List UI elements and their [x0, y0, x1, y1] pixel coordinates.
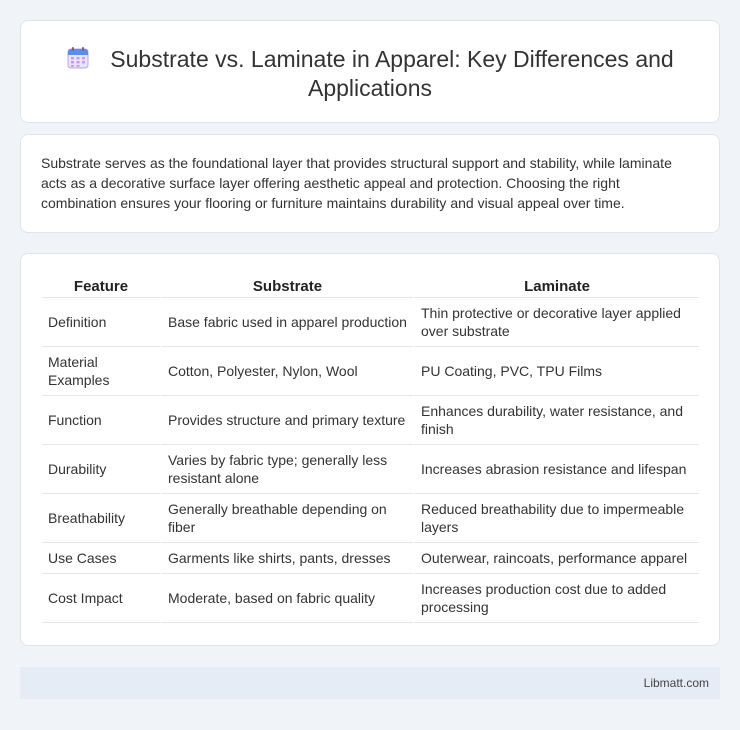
- substrate-cell: Base fabric used in apparel production: [160, 298, 413, 347]
- laminate-cell: Increases production cost due to added processing: [413, 574, 699, 623]
- laminate-cell: Reduced breathability due to impermeable layers: [413, 494, 699, 543]
- feature-cell: Use Cases: [42, 543, 160, 574]
- feature-cell: Material Examples: [42, 347, 160, 396]
- table-row: [42, 574, 699, 623]
- page-title: Substrate vs. Laminate in Apparel: Key Differences and Applications: [110, 46, 674, 101]
- feature-cell: Durability: [42, 445, 160, 494]
- substrate-cell: Generally breathable depending on fiber: [160, 494, 413, 543]
- feature-cell: Definition: [42, 298, 160, 347]
- table-row: [42, 494, 699, 543]
- header-substrate: Substrate: [160, 275, 413, 298]
- header-feature: Feature: [42, 275, 160, 298]
- substrate-cell: Moderate, based on fabric quality: [160, 574, 413, 623]
- title-card: [20, 20, 720, 123]
- table-row: [42, 396, 699, 445]
- feature-cell: Breathability: [42, 494, 160, 543]
- comparison-table: [42, 275, 699, 623]
- feature-cell: Cost Impact: [42, 574, 160, 623]
- header-laminate: Laminate: [413, 275, 699, 298]
- table-header-row: [42, 275, 699, 298]
- intro-card: [20, 134, 720, 233]
- substrate-cell: Cotton, Polyester, Nylon, Wool: [160, 347, 413, 396]
- calendar-icon: [66, 46, 90, 70]
- page-title-wrap: [21, 45, 719, 103]
- substrate-cell: Provides structure and primary texture: [160, 396, 413, 445]
- comparison-table-card: [20, 253, 720, 646]
- substrate-cell: Varies by fabric type; generally less resistant alone: [160, 445, 413, 494]
- intro-paragraph: Substrate serves as the foundational layer that provides structural support and stability, while laminate acts as a decorative surface layer offering aesthetic appeal and protection. Choosing the right combination ensures your flooring or furniture maintains durability and visual appeal over time.: [41, 155, 672, 211]
- substrate-cell: Garments like shirts, pants, dresses: [160, 543, 413, 574]
- laminate-cell: Thin protective or decorative layer applied over substrate: [413, 298, 699, 347]
- laminate-cell: Enhances durability, water resistance, and finish: [413, 396, 699, 445]
- laminate-cell: Increases abrasion resistance and lifespan: [413, 445, 699, 494]
- laminate-cell: PU Coating, PVC, TPU Films: [413, 347, 699, 396]
- table-row: [42, 347, 699, 396]
- table-row: [42, 445, 699, 494]
- table-row: [42, 543, 699, 574]
- table-row: [42, 298, 699, 347]
- footer-bar: [20, 667, 720, 699]
- footer-brand-link[interactable]: Libmatt.com: [643, 676, 709, 690]
- laminate-cell: Outerwear, raincoats, performance apparel: [413, 543, 699, 574]
- feature-cell: Function: [42, 396, 160, 445]
